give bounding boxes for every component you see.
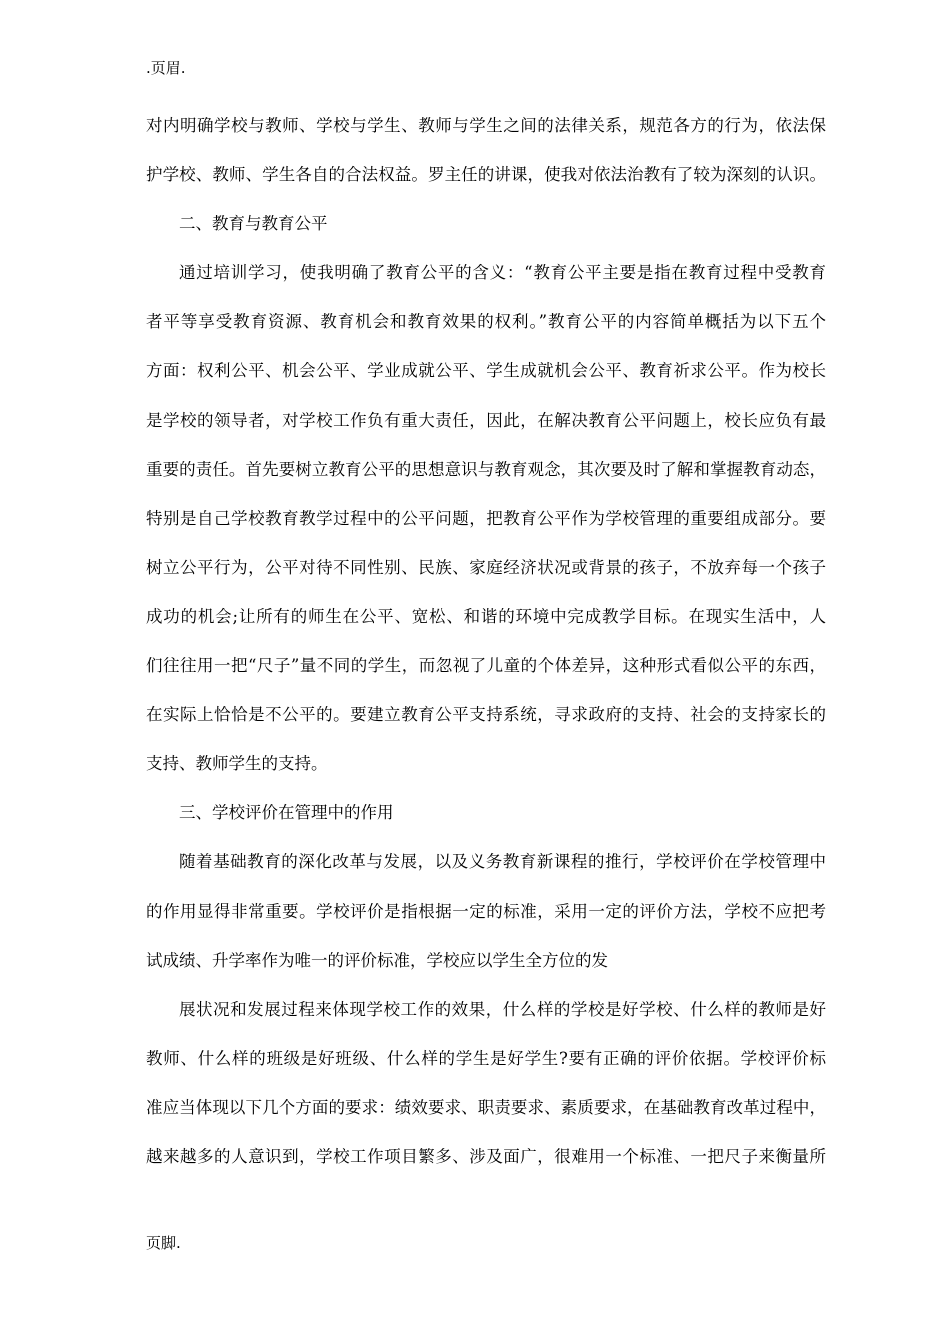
- text-line: 树立公平行为，公平对待不同性别、民族、家庭经济状况或背景的孩子，不放弃每一个孩子: [146, 557, 826, 577]
- text-line: 是学校的领导者，对学校工作负有重大责任，因此，在解决教育公平问题上，校长应负有最: [146, 410, 826, 430]
- text-line: 在实际上恰恰是不公平的。要建立教育公平支持系统，寻求政府的支持、社会的支持家长的: [146, 705, 826, 725]
- text-line: 随着基础教育的深化改革与发展，以及义务教育新课程的推行，学校评价在学校管理中: [179, 852, 826, 872]
- text-line: 三、学校评价在管理中的作用: [179, 803, 394, 823]
- text-line: 者平等享受教育资源、教育机会和教育效果的权利。”教育公平的内容简单概括为以下五个: [146, 312, 826, 332]
- page-footer: 页脚.: [146, 1234, 181, 1252]
- text-line: 试成绩、升学率作为唯一的评价标准，学校应以学生全方位的发: [146, 950, 608, 970]
- text-line: 对内明确学校与教师、学校与学生、教师与学生之间的法律关系，规范各方的行为，依法保: [146, 116, 826, 135]
- text-line: 护学校、教师、学生各自的合法权益。罗主任的讲课，使我对依法治教有了较为深刻的认识。: [146, 165, 826, 185]
- body-text: [146, 114, 826, 1194]
- text-line: 通过培训学习，使我明确了教育公平的含义：“教育公平主要是指在教育过程中受教育: [179, 263, 826, 283]
- text-line: 越来越多的人意识到，学校工作项目繁多、涉及面广，很难用一个标准、一把尺子来衡量所: [146, 1146, 826, 1166]
- text-line: 展状况和发展过程来体现学校工作的效果，什么样的学校是好学校、什么样的教师是好: [179, 999, 826, 1019]
- text-line: 的作用显得非常重要。学校评价是指根据一定的标准，采用一定的评价方法，学校不应把考: [146, 901, 826, 921]
- text-line: 支持、教师学生的支持。: [146, 754, 328, 774]
- text-line: 准应当体现以下几个方面的要求：绩效要求、职责要求、素质要求，在基础教育改革过程中，: [146, 1097, 826, 1117]
- page-header: .页眉.: [146, 59, 186, 77]
- text-line: 教师、什么样的班级是好班级、什么样的学生是好学生?要有正确的评价依据。学校评价标: [146, 1048, 826, 1068]
- text-line: 特别是自己学校教育教学过程中的公平问题，把教育公平作为学校管理的重要组成部分。要: [146, 508, 826, 528]
- text-line: 们往往用一把“尺子”量不同的学生，而忽视了儿童的个体差异，这种形式看似公平的东西，: [146, 656, 826, 676]
- text-line: 重要的责任。首先要树立教育公平的思想意识与教育观念，其次要及时了解和掌握教育动态，: [146, 459, 826, 479]
- text-line: 二、教育与教育公平: [179, 214, 328, 234]
- text-line: 方面：权利公平、机会公平、学业成就公平、学生成就机会公平、教育祈求公平。作为校长: [146, 361, 826, 381]
- text-line: 成功的机会;让所有的师生在公平、宽松、和谐的环境中完成教学目标。在现实生活中，人: [146, 606, 826, 626]
